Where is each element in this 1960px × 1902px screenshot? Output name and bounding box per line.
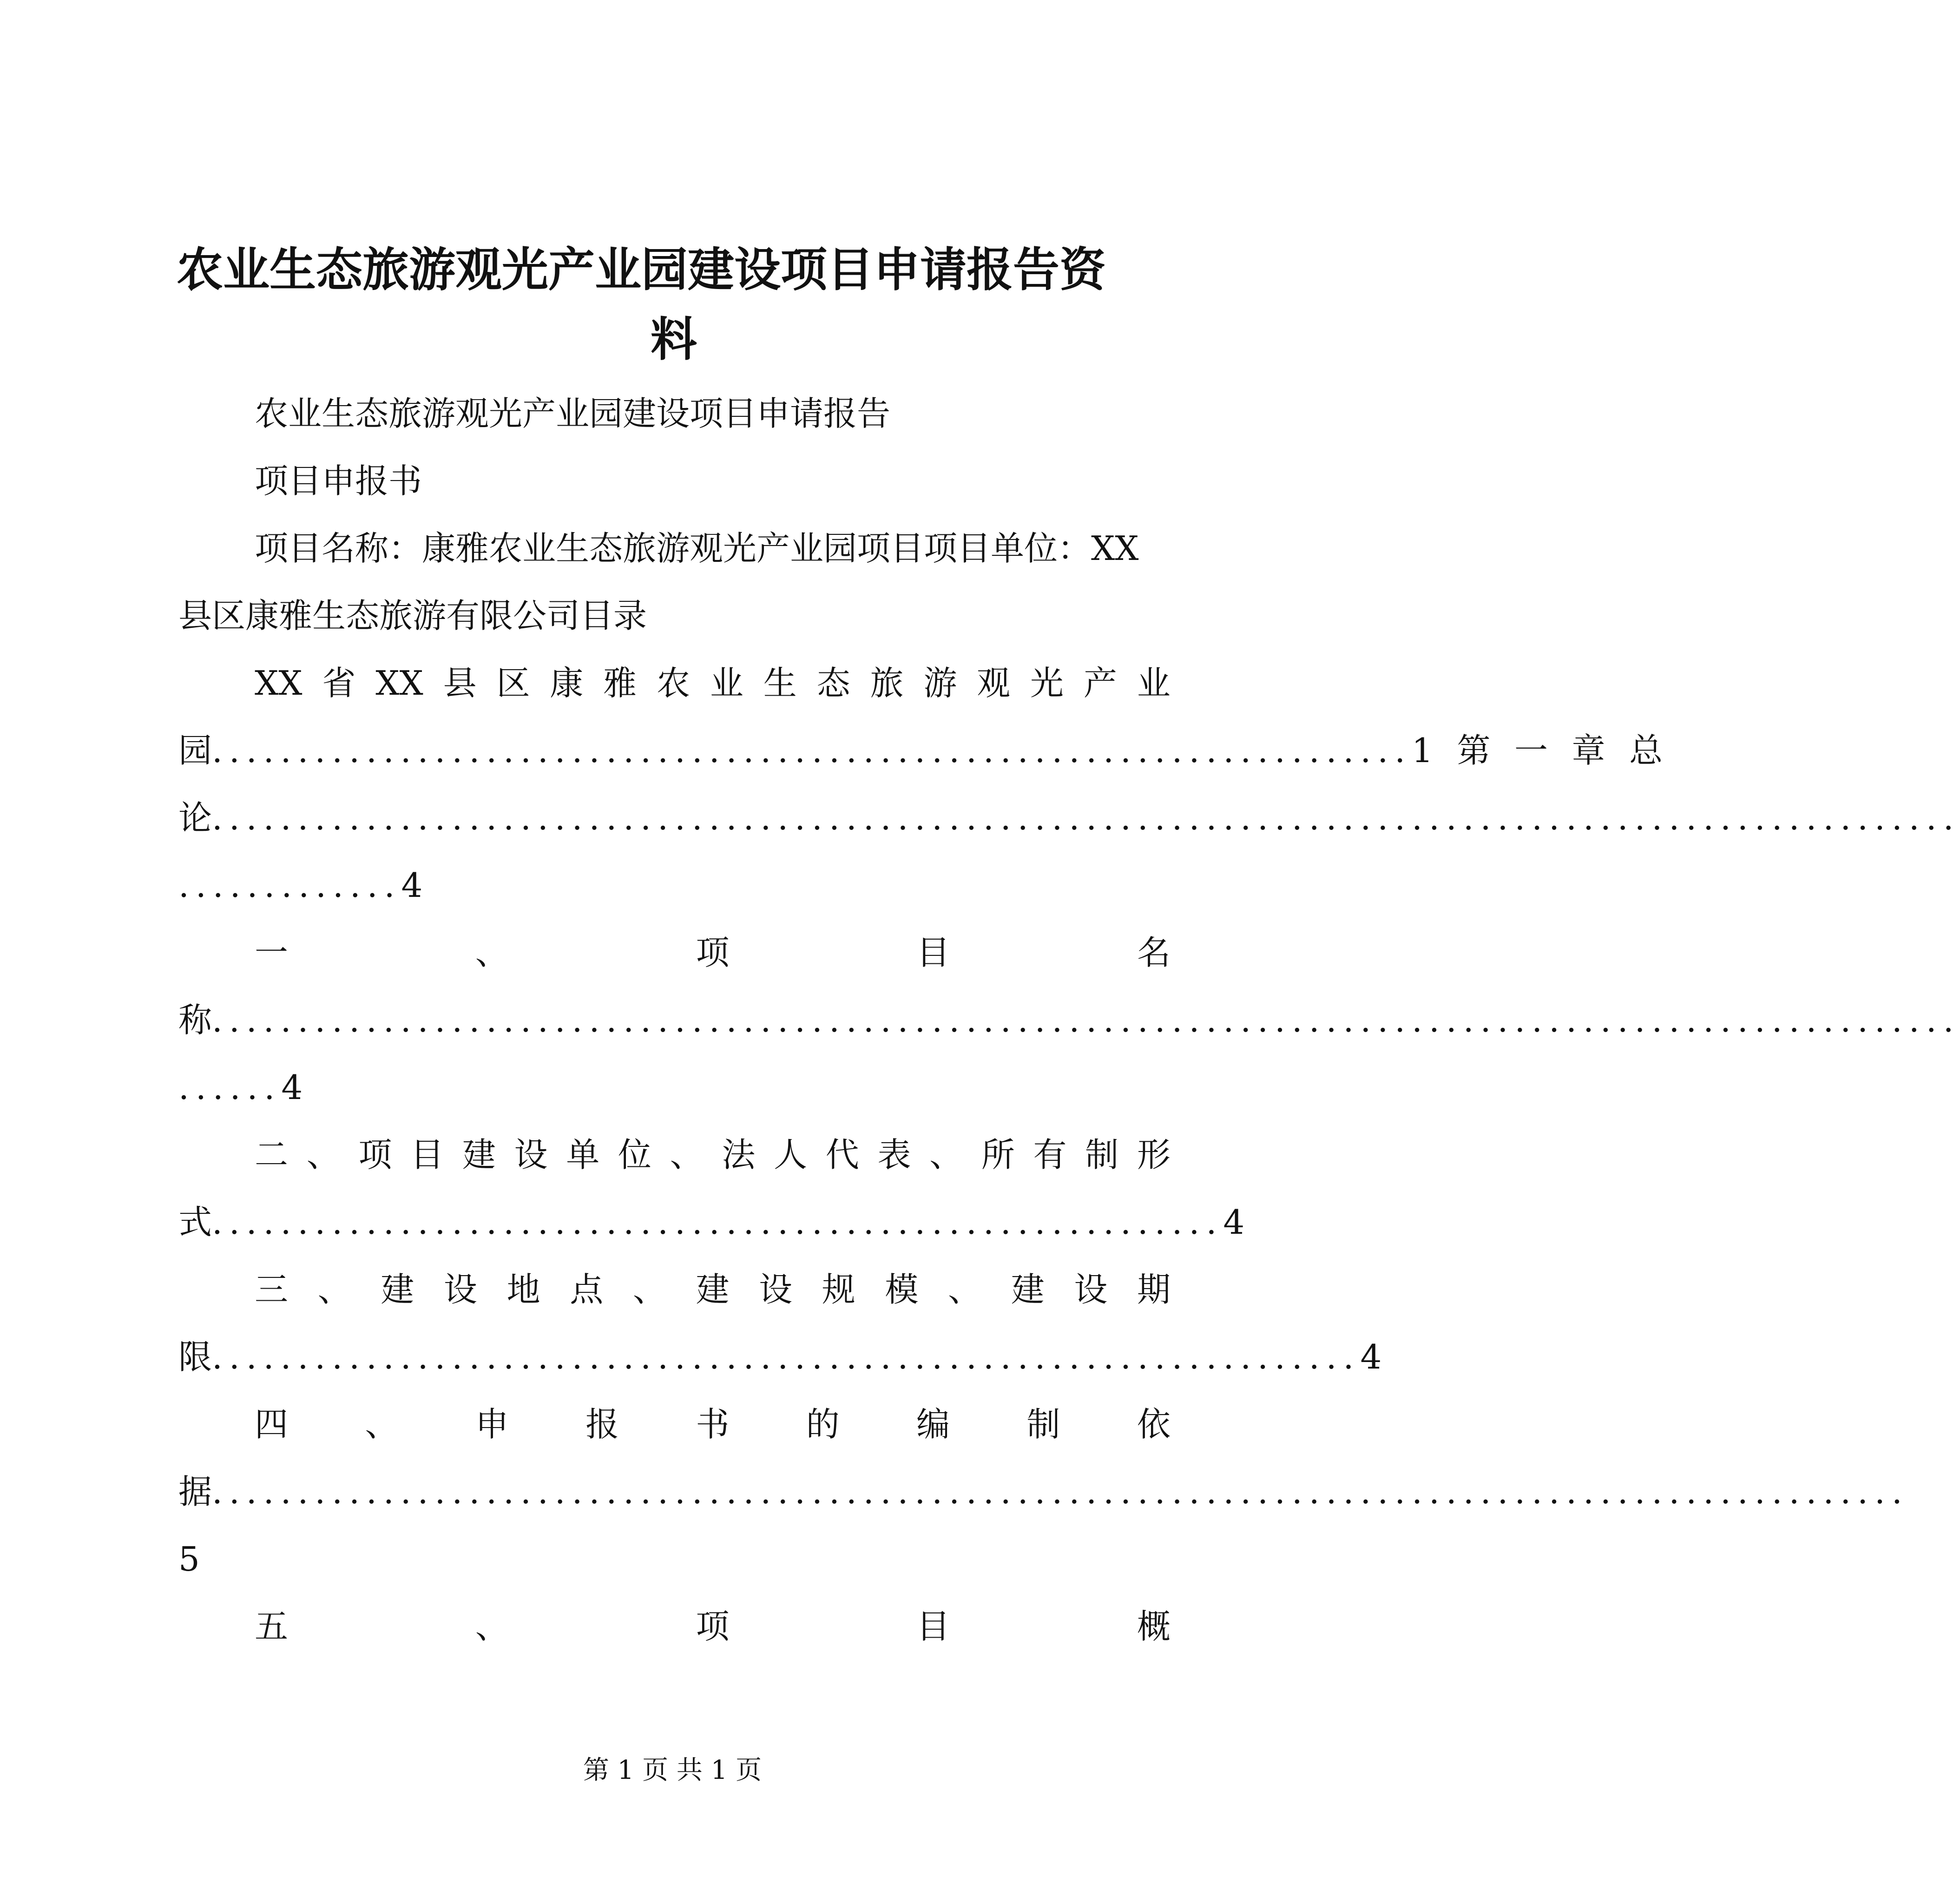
toc-entry-project-name-line-3 <box>178 1064 1171 1111</box>
toc-char: 申 <box>475 1405 509 1444</box>
document-title-line-1: 农业生态旅游观光产业园建设项目申请报告资 <box>177 242 1106 297</box>
toc-char: 制 <box>1026 1405 1060 1444</box>
toc-char: 章 <box>1572 731 1605 770</box>
toc-entry-basis-line-3: 5 <box>178 1540 200 1579</box>
toc-leader-dots: ........................................................... <box>212 1203 1223 1242</box>
toc-page-number: 4 <box>281 1068 303 1107</box>
toc-char: 地 <box>506 1270 540 1309</box>
toc-char: 态 <box>816 664 850 703</box>
toc-leader-dots: ...................................................................... <box>212 731 1412 770</box>
toc-entry-head: 式 <box>178 1203 212 1242</box>
toc-char: 的 <box>806 1405 840 1444</box>
toc-char: XX <box>255 664 303 703</box>
toc-char: 报 <box>585 1405 619 1444</box>
toc-char: 表 <box>877 1135 911 1174</box>
toc-char: 所 <box>981 1135 1015 1174</box>
toc-page-number: 4 <box>1223 1203 1245 1242</box>
toc-char: 光 <box>1030 664 1064 703</box>
toc-char: 生 <box>763 664 797 703</box>
toc-char: 游 <box>923 664 957 703</box>
toc-entry-head: 限 <box>178 1337 212 1376</box>
paragraph-project-name-line-2: 县区康雅生态旅游有限公司目录 <box>178 596 647 635</box>
toc-char: 区 <box>496 664 530 703</box>
document-title-line-2: 料 <box>651 312 697 367</box>
toc-leader-dots: ................................................................... <box>212 1337 1361 1376</box>
toc-char: 总 <box>1629 731 1663 770</box>
paragraph-report-title: 农业生态旅游观光产业园建设项目申请报告 <box>255 394 891 433</box>
toc-entry-project-name-line-2 <box>178 997 1960 1043</box>
toc-char: 、 <box>948 1270 982 1309</box>
toc-char: 目 <box>916 933 950 972</box>
paragraph-application: 项目申报书 <box>255 461 422 500</box>
toc-char: 观 <box>977 664 1011 703</box>
toc-char: 建 <box>696 1270 730 1309</box>
toc-char: 目 <box>410 1135 444 1174</box>
toc-char: 、 <box>670 1135 704 1174</box>
toc-entry-park-line-2 <box>178 727 1663 774</box>
toc-entry-overview-line-1 <box>255 1603 1171 1650</box>
toc-char: 第 <box>1457 731 1491 770</box>
toc-entry-tail <box>1412 727 1663 774</box>
toc-char: 农 <box>657 664 691 703</box>
toc-char: 概 <box>1137 1607 1171 1646</box>
toc-char: 旅 <box>870 664 904 703</box>
toc-char: 一 <box>1514 731 1548 770</box>
toc-char: 、 <box>317 1270 351 1309</box>
toc-char: 规 <box>822 1270 855 1309</box>
toc-char: 、 <box>475 1607 509 1646</box>
toc-char: 、 <box>306 1135 340 1174</box>
toc-entry-general-line-2 <box>178 862 1171 908</box>
toc-page-number: 4 <box>1360 1337 1382 1376</box>
toc-char: 产 <box>1083 664 1117 703</box>
toc-char: 项 <box>358 1135 392 1174</box>
toc-char: 一 <box>255 933 289 972</box>
toc-char: 期 <box>1137 1270 1171 1309</box>
toc-char: 、 <box>632 1270 666 1309</box>
toc-page-number: 4 <box>401 866 423 905</box>
toc-char: 目 <box>916 1607 950 1646</box>
toc-entry-head: 论 <box>178 798 212 837</box>
toc-char: 编 <box>916 1405 950 1444</box>
toc-char: 点 <box>570 1270 604 1309</box>
paragraph-project-name-line-1: 项目名称：康雅农业生态旅游观光产业园项目项目单位：XX <box>255 529 1139 568</box>
page-footer: 第 1 页 共 1 页 <box>583 1755 762 1785</box>
toc-char: 制 <box>1085 1135 1119 1174</box>
toc-char: 雅 <box>603 664 637 703</box>
toc-entry-head: 据 <box>178 1472 212 1511</box>
toc-char: 、 <box>365 1405 399 1444</box>
toc-entry-basis-line-1 <box>255 1401 1171 1448</box>
toc-char: 项 <box>696 1607 730 1646</box>
toc-char: 建 <box>1011 1270 1045 1309</box>
toc-char: 建 <box>462 1135 496 1174</box>
toc-entry-unit-line-1 <box>255 1132 1171 1178</box>
toc-char: 项 <box>696 933 730 972</box>
toc-char: 位 <box>618 1135 651 1174</box>
toc-char: 有 <box>1033 1135 1067 1174</box>
toc-char: 设 <box>514 1135 548 1174</box>
toc-leader-dots: ............. <box>178 866 401 905</box>
toc-entry-park-line-1 <box>255 660 1171 706</box>
toc-char: 业 <box>710 664 743 703</box>
toc-char: 康 <box>550 664 584 703</box>
toc-entry-general-line-1 <box>178 795 1960 841</box>
toc-char: 代 <box>825 1135 859 1174</box>
toc-char: 三 <box>255 1270 289 1309</box>
toc-char: 依 <box>1137 1405 1171 1444</box>
toc-char: 四 <box>255 1405 289 1444</box>
toc-char: 法 <box>722 1135 756 1174</box>
toc-char: 设 <box>1074 1270 1108 1309</box>
toc-entry-location-line-2 <box>178 1334 1382 1380</box>
toc-char: 单 <box>566 1135 600 1174</box>
toc-char: 书 <box>696 1405 730 1444</box>
toc-char: 省 <box>322 664 356 703</box>
toc-entry-head: 园 <box>178 731 212 770</box>
toc-char: XX <box>375 664 423 703</box>
toc-char: 、 <box>475 933 509 972</box>
toc-entry-location-line-1 <box>255 1266 1171 1313</box>
toc-entry-head: 称 <box>178 1000 212 1040</box>
toc-char: 业 <box>1137 664 1171 703</box>
toc-entry-basis-line-2 <box>178 1468 1909 1515</box>
toc-char: 设 <box>443 1270 477 1309</box>
toc-leader-dots: ...................................................................................................... <box>212 798 1960 837</box>
toc-char: 设 <box>759 1270 793 1309</box>
toc-entry-project-name-line-1 <box>255 929 1171 976</box>
toc-entry-unit-line-2 <box>178 1199 1245 1245</box>
toc-char: 模 <box>885 1270 919 1309</box>
toc-leader-dots: ................................................................................................... <box>212 1472 1909 1511</box>
toc-char: 1 <box>1412 731 1433 770</box>
toc-leader-dots: ...................................................................................................... <box>212 1000 1960 1040</box>
toc-leader-dots: ...... <box>178 1068 282 1107</box>
toc-char: 县 <box>443 664 477 703</box>
toc-char: 建 <box>381 1270 414 1309</box>
toc-char: 五 <box>255 1607 289 1646</box>
toc-char: 人 <box>774 1135 808 1174</box>
toc-char: 形 <box>1137 1135 1171 1174</box>
toc-char: 、 <box>929 1135 963 1174</box>
toc-char: 二 <box>255 1135 289 1174</box>
toc-char: 名 <box>1137 933 1171 972</box>
